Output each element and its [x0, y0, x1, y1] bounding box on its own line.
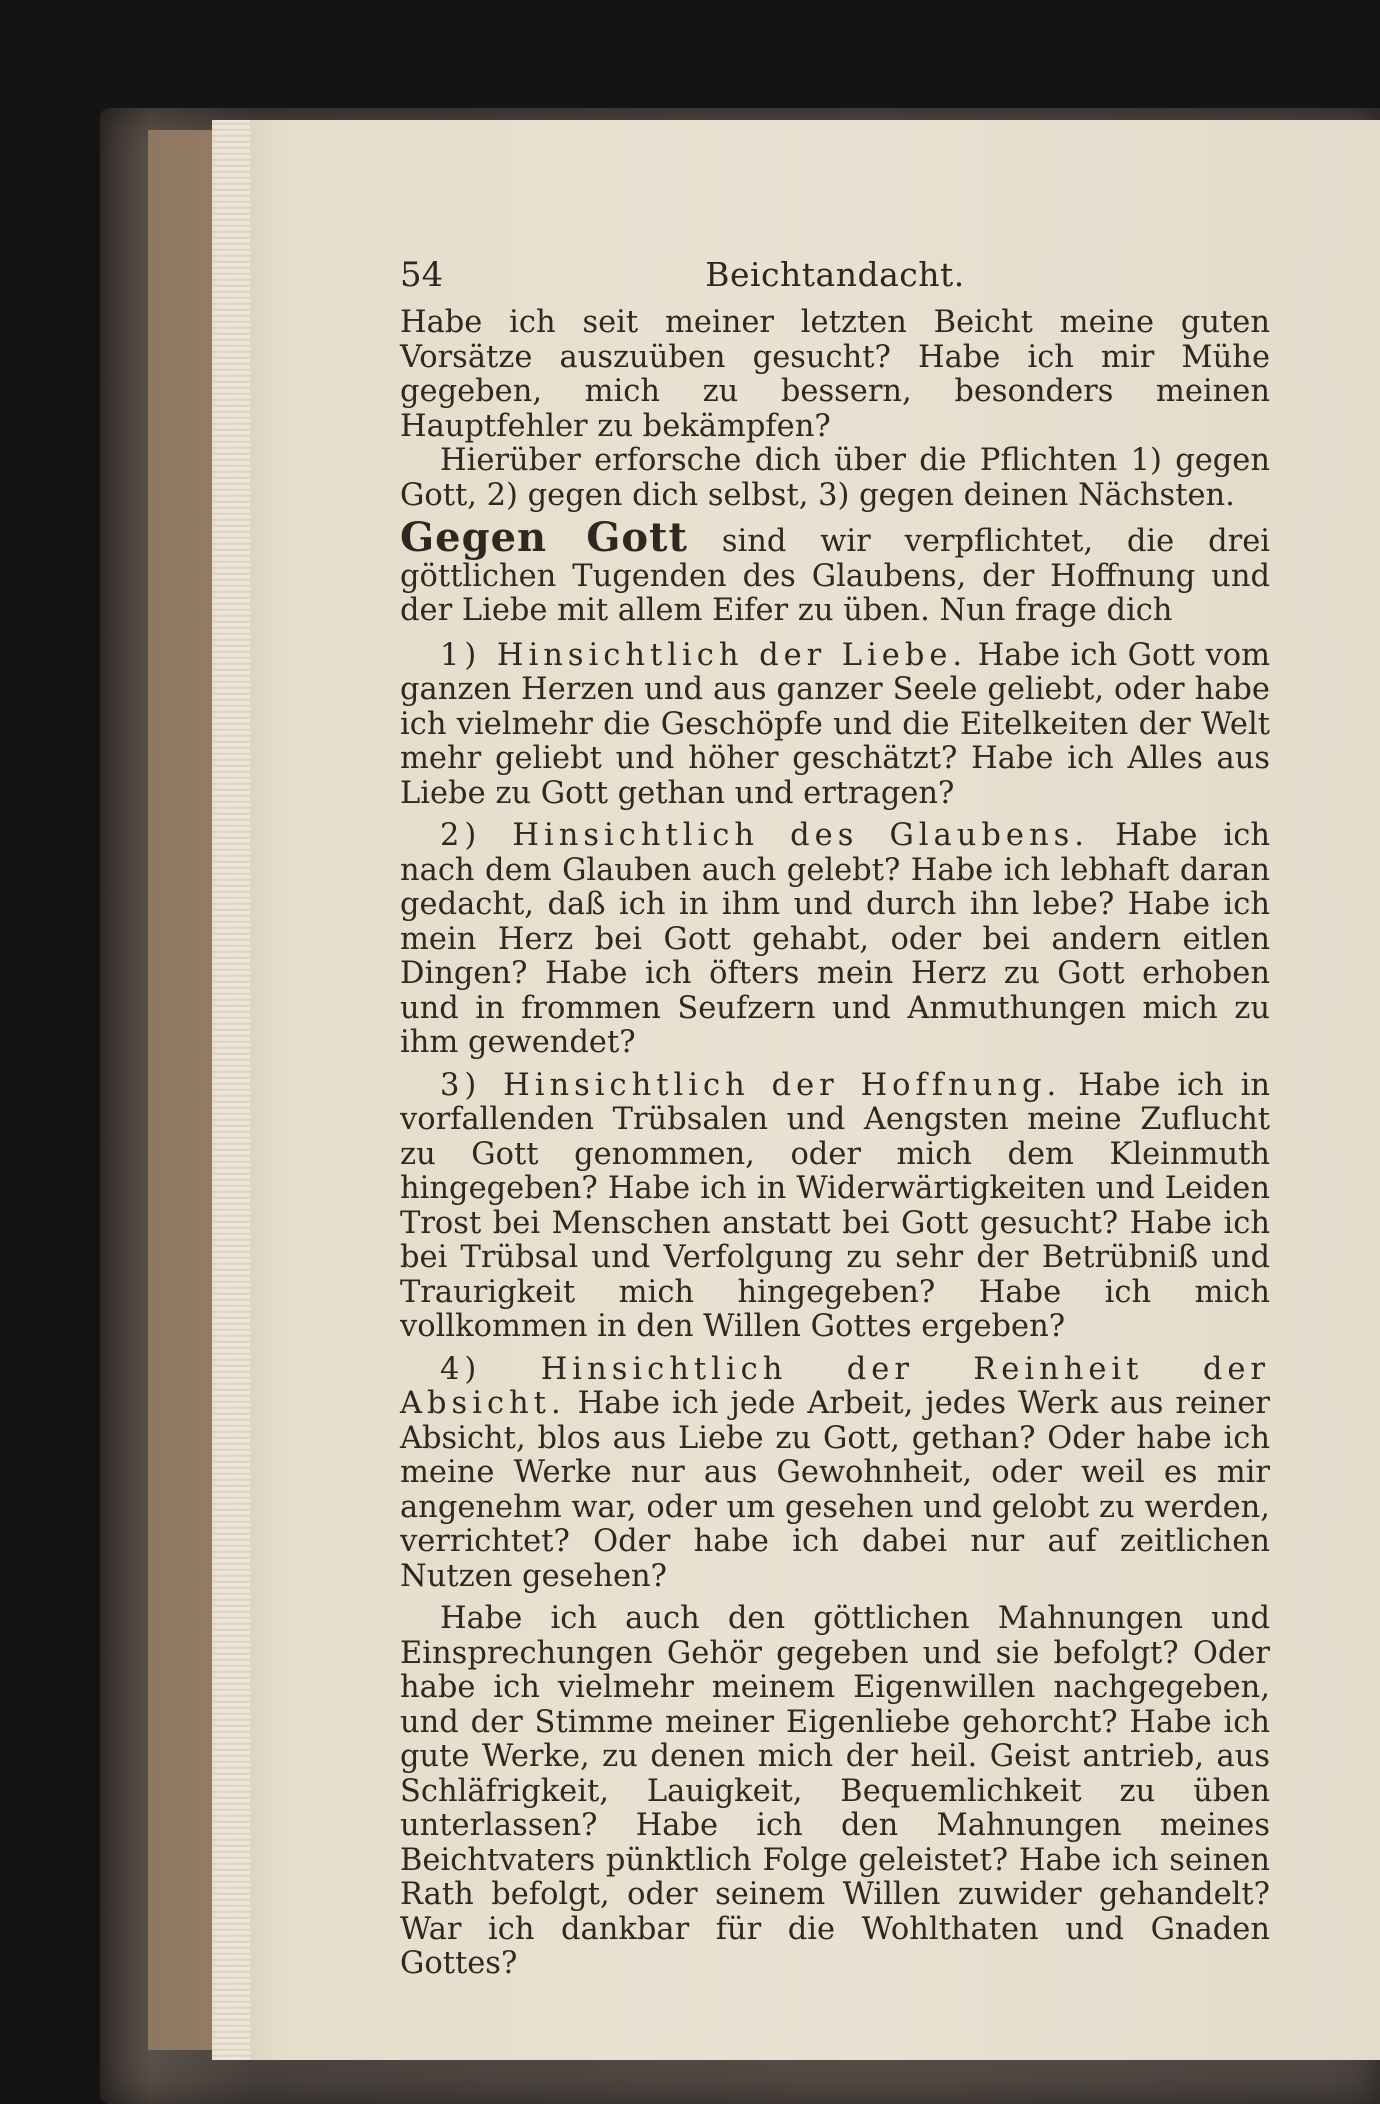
paragraph-duties: Hierüber erforsche dich über die Pflichten 1) gegen Gott, 2) gegen dich selbst, 3) gegen deinen Nächsten.	[400, 443, 1270, 513]
paragraph-hoffnung	[400, 1069, 1270, 1345]
page-text	[400, 255, 1271, 1982]
page-number: 54	[400, 255, 444, 295]
paragraph-reinheit	[400, 1353, 1270, 1595]
page-header	[400, 255, 1270, 306]
item-lead-glaube: 2) Hinsichtlich des Glaubens.	[440, 818, 1089, 853]
paragraph-text: sind wir verpflichtet, die drei göttlichen Tugenden des Glaubens, der Hoffnung und der Liebe mit allem Eifer zu üben. Nun frage dich	[400, 524, 1271, 628]
paragraph-intro: Habe ich seit meiner letzten Beicht meine guten Vorsätze auszuüben gesucht? Habe ich mir Mühe gegeben, mich zu bessern, besonders meinen Hauptfehler zu bekämpfen?	[400, 305, 1270, 444]
item-lead-liebe: 1) Hinsichtlich der Liebe.	[440, 637, 968, 673]
page-edges	[212, 120, 250, 2060]
paragraph-mahnungen: Habe ich auch den göttlichen Mahnungen und Einsprechungen Gehör gegeben und sie befolgt? Oder habe ich vielmehr meinem Eigenwillen nachgegeben, und der Stimme meiner Eigenliebe gehorcht? Habe ich gute Werke, zu denen mich der heil. Geist antrieb, aus Schläfrigkeit, Lauigkeit, Bequemlichkeit zu üben unterlassen? Habe ich den Mahnungen meines Beichtvaters pünktlich Folge geleistet? Habe ich seinen Rath befolgt, oder seinem Willen zuwider gehandelt? War ich dankbar für die Wohlthaten und Gnaden Gottes?	[400, 1601, 1270, 1981]
paragraph-text: Habe ich nach dem Glauben auch gelebt? Habe ich lebhaft daran gedacht, daß ich in ihm und durch ihn lebe? Habe ich mein Herz bei Gott gehabt, oder bei andern eitlen Dingen? Habe ich öfters mein Herz zu Gott erhoben und in frommen Seufzern und Anmuthungen mich zu ihm gewendet?	[400, 818, 1271, 1060]
paragraph-text: Habe ich in vorfallenden Trübsalen und Aengsten meine Zuflucht zu Gott genommen, oder mich dem Kleinmuth hingegeben? Habe ich in Widerwärtigkeiten und Leiden Trost bei Menschen anstatt bei Gott gesucht? Habe ich bei Trübsal und Verfolgung zu sehr der Betrübniß und Traurigkeit mich hingegeben? Habe ich mich vollkommen in den Willen Gottes ergeben?	[400, 1067, 1270, 1344]
section-lead-gegen-gott: Gegen Gott	[400, 514, 688, 561]
running-head: Beichtandacht.	[705, 255, 965, 294]
item-lead-hoffnung: 3) Hinsichtlich der Hoffnung.	[440, 1067, 1062, 1103]
paragraph-text: Habe ich jede Arbeit, jedes Werk aus reiner Absicht, blos aus Liebe zu Gott, gethan? Oder habe ich meine Werke nur aus Gewohnheit, oder weil es mir angenehm war, oder um gesehen und gelobt zu werden, verrichtet? Oder habe ich dabei nur auf zeitlichen Nutzen gesehen?	[400, 1386, 1270, 1594]
item-lead-reinheit: 4) Hinsichtlich der Reinheit der Absicht.	[400, 1351, 1270, 1421]
paragraph-liebe	[400, 639, 1270, 812]
paragraph-glaube	[400, 819, 1270, 1061]
paragraph-text: Habe ich Gott vom ganzen Herzen und aus ganzer Seele geliebt, oder habe ich vielmehr die Geschöpfe und die Eitelkeiten der Welt mehr geliebt und höher geschätzt? Habe ich Alles aus Liebe zu Gott gethan und ertragen?	[400, 637, 1270, 811]
paragraph-gegen-gott	[400, 514, 1271, 629]
